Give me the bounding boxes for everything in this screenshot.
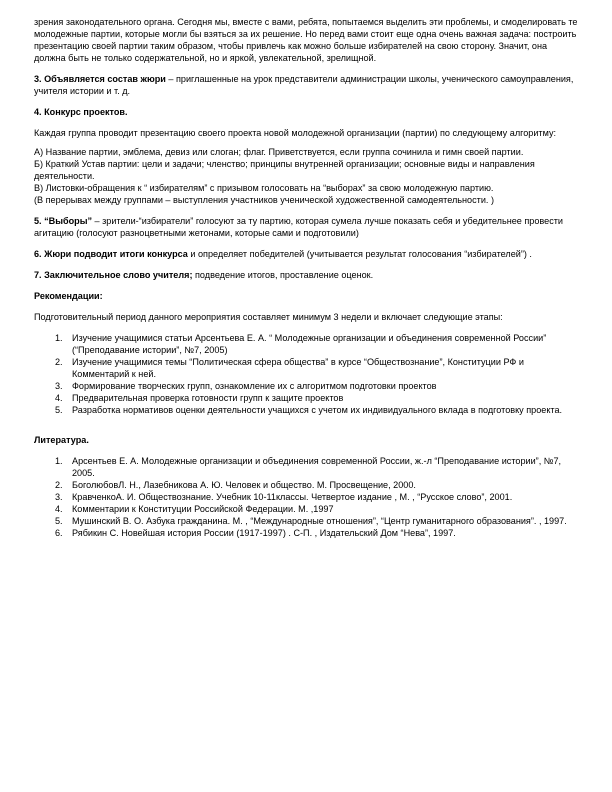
list-item (34, 527, 580, 539)
list-item (34, 404, 580, 416)
list-item (34, 491, 580, 503)
recommendations-intro: Подготовительный период данного мероприятия составляет минимум 3 недели и включает следующие этапы: (34, 312, 503, 322)
intro-paragraph: зрения законодательного органа. Сегодня мы, вместе с вами, ребята, попытаемся выделить эти проблемы, и смоделировать те молодежные партии, которые могли бы взяться за их решение. Но перед вами стоит еще одна очень важная задача: построить презентацию своей партии таким образом, чтобы привлечь как можно больше избирателей на свою сторону. Значит, она должна быть не только содержательной, но и яркой, увлекательной, зрелищной. (34, 17, 578, 63)
step-7-text: подведение итогов, проставление оценок. (192, 270, 374, 280)
step-5-heading: 5. “Выборы” (34, 216, 93, 226)
list-item-text: БоголюбовЛ. Н., Лазебникова А. Ю. Человек и общество. М. Просвещение, 2000. (72, 480, 416, 490)
step-7-paragraph (34, 269, 580, 281)
list-item (34, 515, 580, 527)
list-item (34, 380, 580, 392)
step-4-item: А) Название партии, эмблема, девиз или слоган; флаг. Приветствуется, если группа сочинила и гимн своей партии. (34, 147, 524, 157)
step-3-text: – приглашенные на урок представители администрации школы, ученического самоуправления, учителя истории и т. д. (34, 74, 574, 96)
recommendations-heading: Рекомендации: (34, 291, 103, 301)
list-item-number: 3. (55, 381, 63, 391)
step-5-paragraph (34, 215, 580, 239)
step-6-heading: 6. Жюри подводит итоги конкурса (34, 249, 188, 259)
list-item-number: 1. (55, 333, 63, 343)
step-5-text: – зрители-“избиратели” голосуют за ту партию, которая сумела лучше показать себя и убедительнее провести агитацию (голосуют разноцветными жетонами, которые сами и подготовили) (34, 216, 563, 238)
list-item-text: Предварительная проверка готовности групп к защите проектов (72, 393, 344, 403)
list-item-number: 2. (55, 357, 63, 367)
list-item-text: Изучение учащимися статьи Арсентьева Е. А. “ Молодежные организации и объединения современной России” (“Преподавание истории”, №7, 2005) (72, 333, 547, 355)
list-item-number: 5. (55, 405, 63, 415)
list-item-text: Разработка нормативов оценки деятельности учащихся с учетом их индивидуального вклада в подготовку проекта. (72, 405, 563, 415)
list-item-number: 3. (55, 492, 63, 502)
list-item-text: Мушинский В. О. Азбука гражданина. М. , “Международные отношения”, “Центр гуманитарного образования”. , 1997. (72, 516, 567, 526)
step-6-text: и определяет победителей (учитывается результат голосования “избирателей”) . (187, 249, 532, 259)
list-item (34, 503, 580, 515)
list-item (34, 479, 580, 491)
list-item (34, 455, 580, 479)
step-6-paragraph (34, 248, 580, 260)
list-item-text: Арсентьев Е. А. Молодежные организации и объединения современной России, ж.-л “Преподавание истории”, №7, 2005. (72, 456, 562, 478)
document-page (34, 16, 580, 539)
recommendations-list (34, 332, 580, 416)
list-item-number: 4. (55, 504, 63, 514)
step-4-item: В) Листовки-обращения к “ избирателям” с призывом голосовать на “выборах” за свою молодежную партию. (34, 183, 494, 193)
step-3-paragraph (34, 73, 580, 97)
list-item (34, 392, 580, 404)
list-item-number: 1. (55, 456, 63, 466)
list-item-text: Формирование творческих групп, ознакомление их с алгоритмом подготовки проектов (72, 381, 437, 391)
list-item-text: Рябикин С. Новейшая история России (1917-1997) . С-П. , Издательский Дом “Нева”, 1997. (72, 528, 456, 538)
literature-list (34, 455, 580, 539)
step-4-item: (В перерывах между группами – выступления участников ученической художественной самодеятельности. ) (34, 195, 494, 205)
list-item-number: 5. (55, 516, 63, 526)
list-item (34, 356, 580, 380)
list-item-text: Изучение учащимися темы “Политическая сфера общества” в курсе “Обществознание”, Конституции РФ и Комментарий к ней. (72, 357, 524, 379)
list-item-number: 2. (55, 480, 63, 490)
list-item-text: КравченкоА. И. Обществознание. Учебник 10-11классы. Четвертое издание , М. , “Русское слово”, 2001. (72, 492, 513, 502)
step-4-heading: 4. Конкурс проектов. (34, 107, 128, 117)
step-3-heading: 3. Объявляется состав жюри (34, 74, 166, 84)
list-item-text: Комментарии к Конституции Российской Федерации. М. ,1997 (72, 504, 334, 514)
literature-heading: Литература. (34, 435, 89, 445)
list-item (34, 332, 580, 356)
step-4-item: Б) Краткий Устав партии: цели и задачи; членство; принципы внутренней организации; основные виды и направления деятельности. (34, 159, 535, 181)
list-item-number: 6. (55, 528, 63, 538)
step-4-intro: Каждая группа проводит презентацию своего проекта новой молодежной организации (партии) по следующему алгоритму: (34, 128, 557, 138)
step-7-heading: 7. Заключительное слово учителя; (34, 270, 193, 280)
list-item-number: 4. (55, 393, 63, 403)
